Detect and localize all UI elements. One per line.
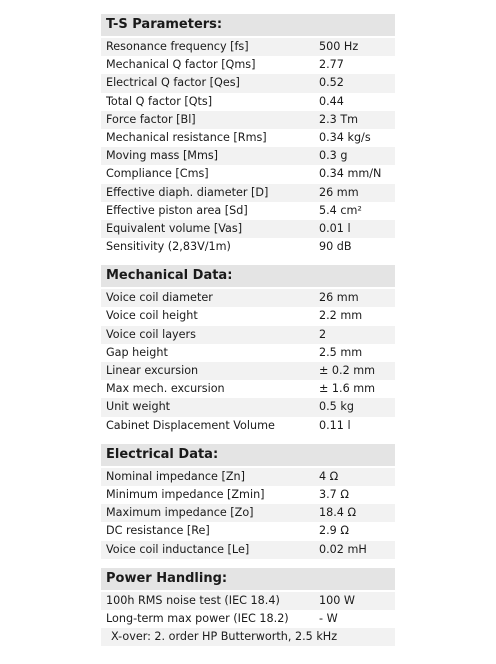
parameter-row <box>101 129 395 147</box>
parameter-label: Effective piston area [Sd] <box>106 203 248 217</box>
parameter-label: DC resistance [Re] <box>106 524 210 538</box>
parameter-value: 0.52 <box>319 76 344 90</box>
parameter-value: 0.34 mm/N <box>319 167 382 181</box>
parameter-label: Maximum impedance [Zo] <box>106 506 254 520</box>
parameter-value: 0.5 kg <box>319 400 354 414</box>
parameter-label: Gap height <box>106 345 168 359</box>
parameter-value: 90 dB <box>319 240 352 254</box>
parameter-label: Cabinet Displacement Volume <box>106 418 275 432</box>
parameter-value: ± 0.2 mm <box>319 364 376 377</box>
section-title: Power Handling: <box>101 568 395 590</box>
parameter-value: 0.11 l <box>319 418 351 432</box>
parameter-row <box>101 165 395 183</box>
parameter-value: 2.3 Tm <box>319 112 359 126</box>
parameter-value: 2.9 Ω <box>319 524 349 538</box>
parameter-label: Linear excursion <box>106 364 199 377</box>
parameter-value: 5.4 cm² <box>319 203 362 217</box>
parameter-label: Force factor [Bl] <box>106 112 196 126</box>
parameter-value: 500 Hz <box>319 40 359 53</box>
parameter-label: Voice coil height <box>106 309 198 323</box>
parameter-list <box>101 592 395 628</box>
parameter-row <box>101 468 395 486</box>
parameter-value: - W <box>319 611 338 625</box>
parameter-row <box>101 326 395 344</box>
spec-sections <box>101 14 395 628</box>
parameter-label: Unit weight <box>106 400 171 414</box>
parameter-row <box>101 147 395 165</box>
parameter-value: 4 Ω <box>319 469 339 483</box>
crossover-note: X-over: 2. order HP Butterworth, 2.5 kHz <box>101 628 395 646</box>
section-electrical-data <box>101 444 395 559</box>
parameter-value: 26 mm <box>319 185 359 199</box>
parameter-value: 26 mm <box>319 291 359 305</box>
spec-sheet <box>101 14 395 646</box>
parameter-value: 0.02 mH <box>319 542 367 556</box>
parameter-row <box>101 238 395 256</box>
parameter-list <box>101 38 395 256</box>
parameter-row <box>101 541 395 559</box>
parameter-label: Effective diaph. diameter [D] <box>106 185 269 199</box>
parameter-label: Long-term max power (IEC 18.2) <box>106 611 289 625</box>
parameter-label: Compliance [Cms] <box>106 167 209 181</box>
parameter-value: 18.4 Ω <box>319 506 357 520</box>
parameter-row <box>101 184 395 202</box>
parameter-value: 0.34 kg/s <box>319 130 371 144</box>
parameter-row <box>101 344 395 362</box>
parameter-row <box>101 610 395 628</box>
section-title: T-S Parameters: <box>101 14 395 36</box>
parameter-list <box>101 468 395 559</box>
parameter-value: 2.5 mm <box>319 345 363 359</box>
parameter-label: Moving mass [Mms] <box>106 149 219 163</box>
parameter-label: Voice coil layers <box>106 327 196 341</box>
parameter-value: 2.77 <box>319 58 344 72</box>
parameter-row <box>101 56 395 74</box>
parameter-row <box>101 111 395 129</box>
parameter-row <box>101 93 395 111</box>
parameter-label: Nominal impedance [Zn] <box>106 469 245 483</box>
parameter-value: 3.7 Ω <box>319 487 349 501</box>
parameter-value: 0.01 l <box>319 221 351 235</box>
parameter-row <box>101 220 395 238</box>
parameter-value: 100 W <box>319 593 355 607</box>
parameter-label: Mechanical resistance [Rms] <box>106 130 267 144</box>
parameter-row <box>101 417 395 435</box>
parameter-row <box>101 522 395 540</box>
section-t-s-parameters <box>101 14 395 256</box>
parameter-row <box>101 289 395 307</box>
section-power-handling <box>101 568 395 628</box>
parameter-label: Equivalent volume [Vas] <box>106 221 243 235</box>
parameter-label: Resonance frequency [fs] <box>106 40 249 53</box>
parameter-list <box>101 289 395 435</box>
parameter-row <box>101 307 395 325</box>
parameter-row <box>101 38 395 56</box>
parameter-row <box>101 380 395 398</box>
parameter-value: ± 1.6 mm <box>319 382 376 396</box>
parameter-label: 100h RMS noise test (IEC 18.4) <box>106 593 280 607</box>
parameter-row <box>101 504 395 522</box>
parameter-value: 0.3 g <box>319 149 348 163</box>
parameter-row <box>101 592 395 610</box>
parameter-value: 0.44 <box>319 94 344 108</box>
parameter-value: 2.2 mm <box>319 309 363 323</box>
parameter-row <box>101 486 395 504</box>
parameter-label: Voice coil diameter <box>106 291 213 305</box>
section-mechanical-data <box>101 265 395 435</box>
section-title: Mechanical Data: <box>101 265 395 287</box>
parameter-label: Minimum impedance [Zmin] <box>106 487 265 501</box>
parameter-value: 2 <box>319 327 327 341</box>
parameter-label: Mechanical Q factor [Qms] <box>106 58 256 72</box>
parameter-row <box>101 398 395 416</box>
parameter-row <box>101 202 395 220</box>
section-title: Electrical Data: <box>101 444 395 466</box>
parameter-row <box>101 362 395 380</box>
parameter-label: Max mech. excursion <box>106 382 225 396</box>
parameter-label: Electrical Q factor [Qes] <box>106 76 240 90</box>
parameter-label: Total Q factor [Qts] <box>106 94 213 108</box>
parameter-label: Sensitivity (2,83V/1m) <box>106 240 231 254</box>
parameter-label: Voice coil inductance [Le] <box>106 542 250 556</box>
parameter-row <box>101 74 395 92</box>
